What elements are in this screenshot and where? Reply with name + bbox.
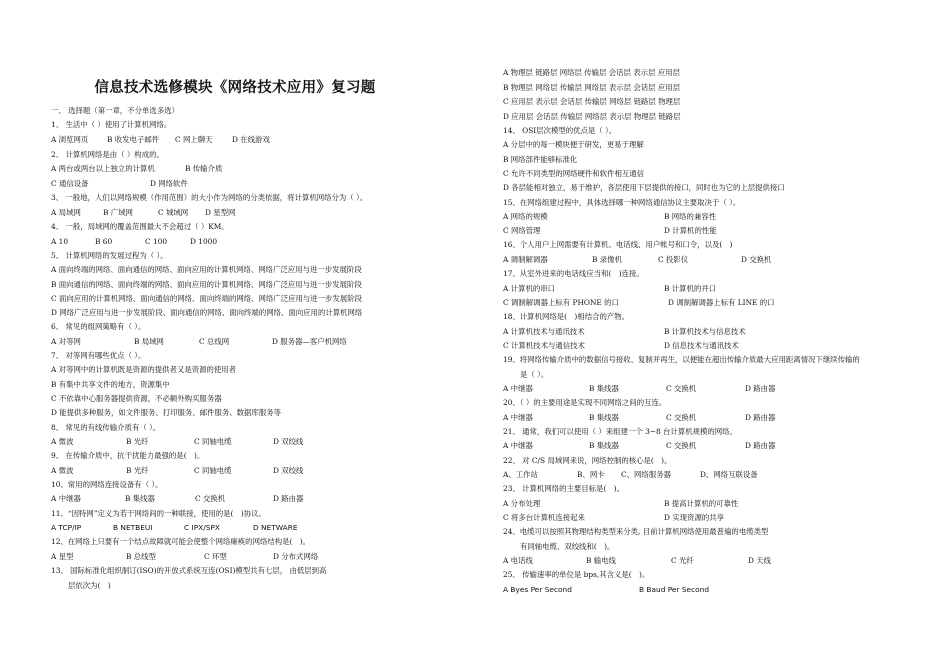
question-text: C 不依靠中心服务器提供资源，不必额外购买服务器 (51, 394, 222, 403)
question-text: 16、个人用户上网需要有计算机、电话线、用户帐号和口令，以及( ) (503, 240, 733, 249)
option-text: D 调制解调器上标有 LINE 的口 (668, 298, 775, 307)
question-text: B 有集中共享文件的地方，资源集中 (51, 380, 170, 389)
option-text: B 传输介质 (185, 164, 223, 173)
question-text: 3、 一般地，人们以网络规模（作用范围）的大小作为网络的分类依据，将计算机网络分为（ ）。 (51, 193, 368, 202)
option-text: D 信息技术与通讯技术 (664, 341, 739, 350)
question-text: 23、 计算机网络的主要目标是( )。 (503, 484, 624, 493)
question-text: 13、 国际标准化组织制订(ISO)的开放式系统互连(OSI)模型共有七层， 由低层到高 (51, 566, 327, 575)
option-text: D 交换机 (741, 255, 772, 264)
option-text: C、网络服务器 (621, 470, 671, 479)
question-text: 22、 对 C/S 局域网来说，网络控制的核心是( )。 (503, 456, 672, 465)
option-text: D 分布式网络 (273, 552, 319, 561)
option-text: D 1000 (190, 237, 218, 246)
question-text: A 面向终端的网络、面向通信的网络、面向应用的计算机网络、网络广泛应用与进一步发展阶段 (51, 265, 362, 274)
question-text: 层依次为( ) (68, 581, 111, 590)
question-text: 12、在网络上只要有一个结点故障就可能会使整个网络瘫痪的网络结构是( )。 (51, 537, 311, 546)
question-text: 1、 生活中（ ）使用了计算机网络。 (51, 120, 172, 129)
option-text: B 收发电子邮件 (107, 135, 160, 144)
option-text: B 光纤 (126, 466, 149, 475)
option-text: C 交换机 (666, 441, 697, 450)
question-text: 24、电缆可以按照其物理结构类型来分类, 目前计算机网络使用最普遍的电缆类型 (503, 527, 769, 536)
option-text: B 计算机技术与信息技术 (664, 327, 746, 336)
option-text: A 中继器 (51, 494, 81, 503)
option-text: C 光纤 (671, 556, 694, 565)
question-text: 19、将网络传输介质中的数据信号接收、复制并再生，以便能在超出传输介质最大应用距离情况下继续传输的 (503, 355, 860, 364)
option-text: B NETBEUI (113, 523, 153, 532)
option-text: B、网卡 (577, 470, 605, 479)
page-title: 信息技术选修模块《网络技术应用》复习题 (94, 79, 376, 96)
question-text: A 对等网中的计算机既是资源的提供者又是资源的使用者 (51, 365, 237, 374)
question-text: B 网络部件能够标准化 (503, 155, 578, 164)
option-text: A 网络的规模 (503, 212, 548, 221)
option-text: A 中继器 (503, 441, 533, 450)
option-text: B 网络的兼容性 (664, 212, 717, 221)
question-text: 17、从室外进来的电话线应当和( )连接。 (503, 269, 644, 278)
option-text: D 在线游戏 (232, 135, 270, 144)
question-text: C 面向应用的计算机网络、面向通信的网络、面向终端的网络、网络广泛应用与进一步发展阶段 (51, 294, 363, 303)
option-text: A 电话线 (503, 556, 533, 565)
option-text: B 60 (95, 237, 113, 246)
question-text: 14、 OSI层次模型的优点是（ ）。 (503, 126, 617, 135)
option-text: A 中继器 (503, 384, 533, 393)
question-text: 2、 计算机网络是由（ ）构成的。 (51, 150, 164, 159)
question-text: D 各层能相对独立，易于维护，各层使用下层提供的接口，同时也为它的上层提供接口 (503, 183, 785, 192)
option-text: C 城域网 (158, 208, 189, 217)
option-text: C 总线网 (199, 337, 230, 346)
option-text: C 计算机技术与通信技术 (503, 341, 585, 350)
option-text: C IPX/SPX (184, 523, 220, 532)
option-text: D、网络互联设备 (700, 470, 758, 479)
option-text: A 分布处理 (503, 499, 541, 508)
option-text: C 环型 (204, 552, 227, 561)
option-text: C 交换机 (666, 413, 697, 422)
question-text: B 物理层 网络层 传输层 网络层 表示层 会话层 应用层 (503, 83, 681, 92)
option-text: B 录像机 (592, 255, 622, 264)
option-text: C 将多台计算机连接起来 (503, 513, 585, 522)
option-text: B 提高计算机的可靠性 (664, 499, 739, 508)
option-text: B 光纤 (126, 437, 149, 446)
option-text: A 微波 (51, 466, 74, 475)
question-text: D 网络广泛应用与进一步发展阶段、面向通信的网络、面向终端的网络、面向应用的计算机网络 (51, 308, 363, 317)
option-text: D 路由器 (745, 441, 776, 450)
option-text: D 双绞线 (273, 466, 304, 475)
option-text: D 路由器 (273, 494, 304, 503)
option-text: D 天线 (748, 556, 772, 565)
option-text: C 通信设备 (51, 179, 89, 188)
option-text: C 网络管理 (503, 226, 541, 235)
option-text: A TCP/IP (51, 523, 82, 532)
option-text: A 计算机技术与通讯技术 (503, 327, 585, 336)
question-text: 21、 通常，我们可以使用（ ）来组建一个 3~8 台计算机规模的网络。 (503, 427, 737, 436)
option-text: A、工作站 (503, 470, 538, 479)
question-text: B 面向通信的网络、面向终端的网络、面向应用的计算机网络、网络广泛应用与进一步发展阶段 (51, 280, 362, 289)
option-text: D 实现资源的共享 (664, 513, 725, 522)
question-text: 有同轴电缆、双绞线和( )。 (520, 542, 615, 551)
option-text: D NETWARE (253, 523, 298, 532)
question-text: 11、“因特网”定义为若干网络间的一种联接，使用的是( )协议。 (51, 509, 266, 518)
option-text: C 同轴电缆 (194, 437, 232, 446)
question-text: 15、在网络组建过程中，具体选择哪一种网络通信协议主要取决于（ ）。 (503, 198, 741, 207)
option-text: A 中继器 (503, 413, 533, 422)
question-text: C 应用层 表示层 会话层 传输层 网络层 链路层 物理层 (503, 97, 681, 106)
option-text: A 调制解调器 (503, 255, 548, 264)
option-text: A Byes Per Second (503, 585, 572, 594)
option-text: B 总线型 (126, 552, 156, 561)
question-text: 是（ ）。 (520, 370, 549, 379)
option-text: D 网络软件 (150, 179, 188, 188)
question-text: 25、 传输速率的单位是 bps,其含义是( )。 (503, 570, 650, 579)
option-text: C 调制解调器上标有 PHONE 的口 (503, 298, 619, 307)
option-text: D 双绞线 (273, 437, 304, 446)
question-text: A 物理层 链路层 网络层 传输层 会话层 表示层 应用层 (503, 68, 680, 77)
question-text: D 能提供多种服务，如文件服务、打印服务、邮件服务、数据库服务等 (51, 408, 281, 417)
question-text: 6、 常见的组网策略有（ ）。 (51, 322, 146, 331)
option-text: A 浏览网页 (51, 135, 89, 144)
question-text: C 允许不同类型的网络硬件和软件相互通信 (503, 169, 645, 178)
option-text: D 路由器 (745, 413, 776, 422)
question-text: D 应用层 会话层 传输层 网络层 表示层 物理层 链路层 (503, 112, 681, 121)
option-text: A 两台或两台以上独立的计算机 (51, 164, 155, 173)
option-text: A 微波 (51, 437, 74, 446)
option-text: B 计算机的并口 (664, 284, 717, 293)
option-text: D 星型网 (205, 208, 236, 217)
option-text: B 集线器 (125, 494, 155, 503)
option-text: C 同轴电缆 (194, 466, 232, 475)
option-text: D 服务器—客户机网络 (272, 337, 347, 346)
question-text: 4、 一般，局域网的覆盖范围最大不会超过（ ）KM。 (51, 222, 229, 231)
option-text: B 输电线 (586, 556, 616, 565)
question-text: 5、 计算机网络的发展过程为（ ）。 (51, 251, 168, 260)
question-text: 9、 在传输介质中，抗干扰能力最强的是( )。 (51, 451, 205, 460)
option-text: B 集线器 (589, 441, 619, 450)
option-text: A 局域网 (51, 208, 81, 217)
option-text: B 局域网 (134, 337, 164, 346)
option-text: B 集线器 (589, 413, 619, 422)
option-text: B 集线器 (589, 384, 619, 393)
question-text: 18、计算机网络是( )相结合的产物。 (503, 312, 630, 321)
option-text: C 交换机 (666, 384, 697, 393)
question-text: 一、 选择题（第一章，不分单选多选） (51, 106, 179, 115)
question-text: 20、（ ）的主要用途是实现不同网络之间的互连。 (503, 398, 667, 407)
option-text: C 交换机 (195, 494, 226, 503)
option-text: B 广域网 (103, 208, 133, 217)
question-text: 10、常用的网络连接设备有（ ）。 (51, 480, 163, 489)
question-text: 7、 对等网有哪些优点（ ）。 (51, 351, 146, 360)
question-text: 8、 常见的有线传输介质有（ ）。 (51, 423, 161, 432)
option-text: A 对等网 (51, 337, 81, 346)
option-text: A 星型 (51, 552, 74, 561)
option-text: C 100 (145, 237, 168, 246)
option-text: B Baud Per Second (639, 585, 710, 594)
option-text: D 路由器 (745, 384, 776, 393)
option-text: D 计算机的性能 (664, 226, 717, 235)
question-text: A 分层中的每一模块便于研发，更易于理解 (503, 140, 644, 149)
option-text: C 投影仪 (658, 255, 689, 264)
option-text: A 计算机的串口 (503, 284, 556, 293)
option-text: A 10 (51, 237, 69, 246)
option-text: C 网上聊天 (175, 135, 213, 144)
